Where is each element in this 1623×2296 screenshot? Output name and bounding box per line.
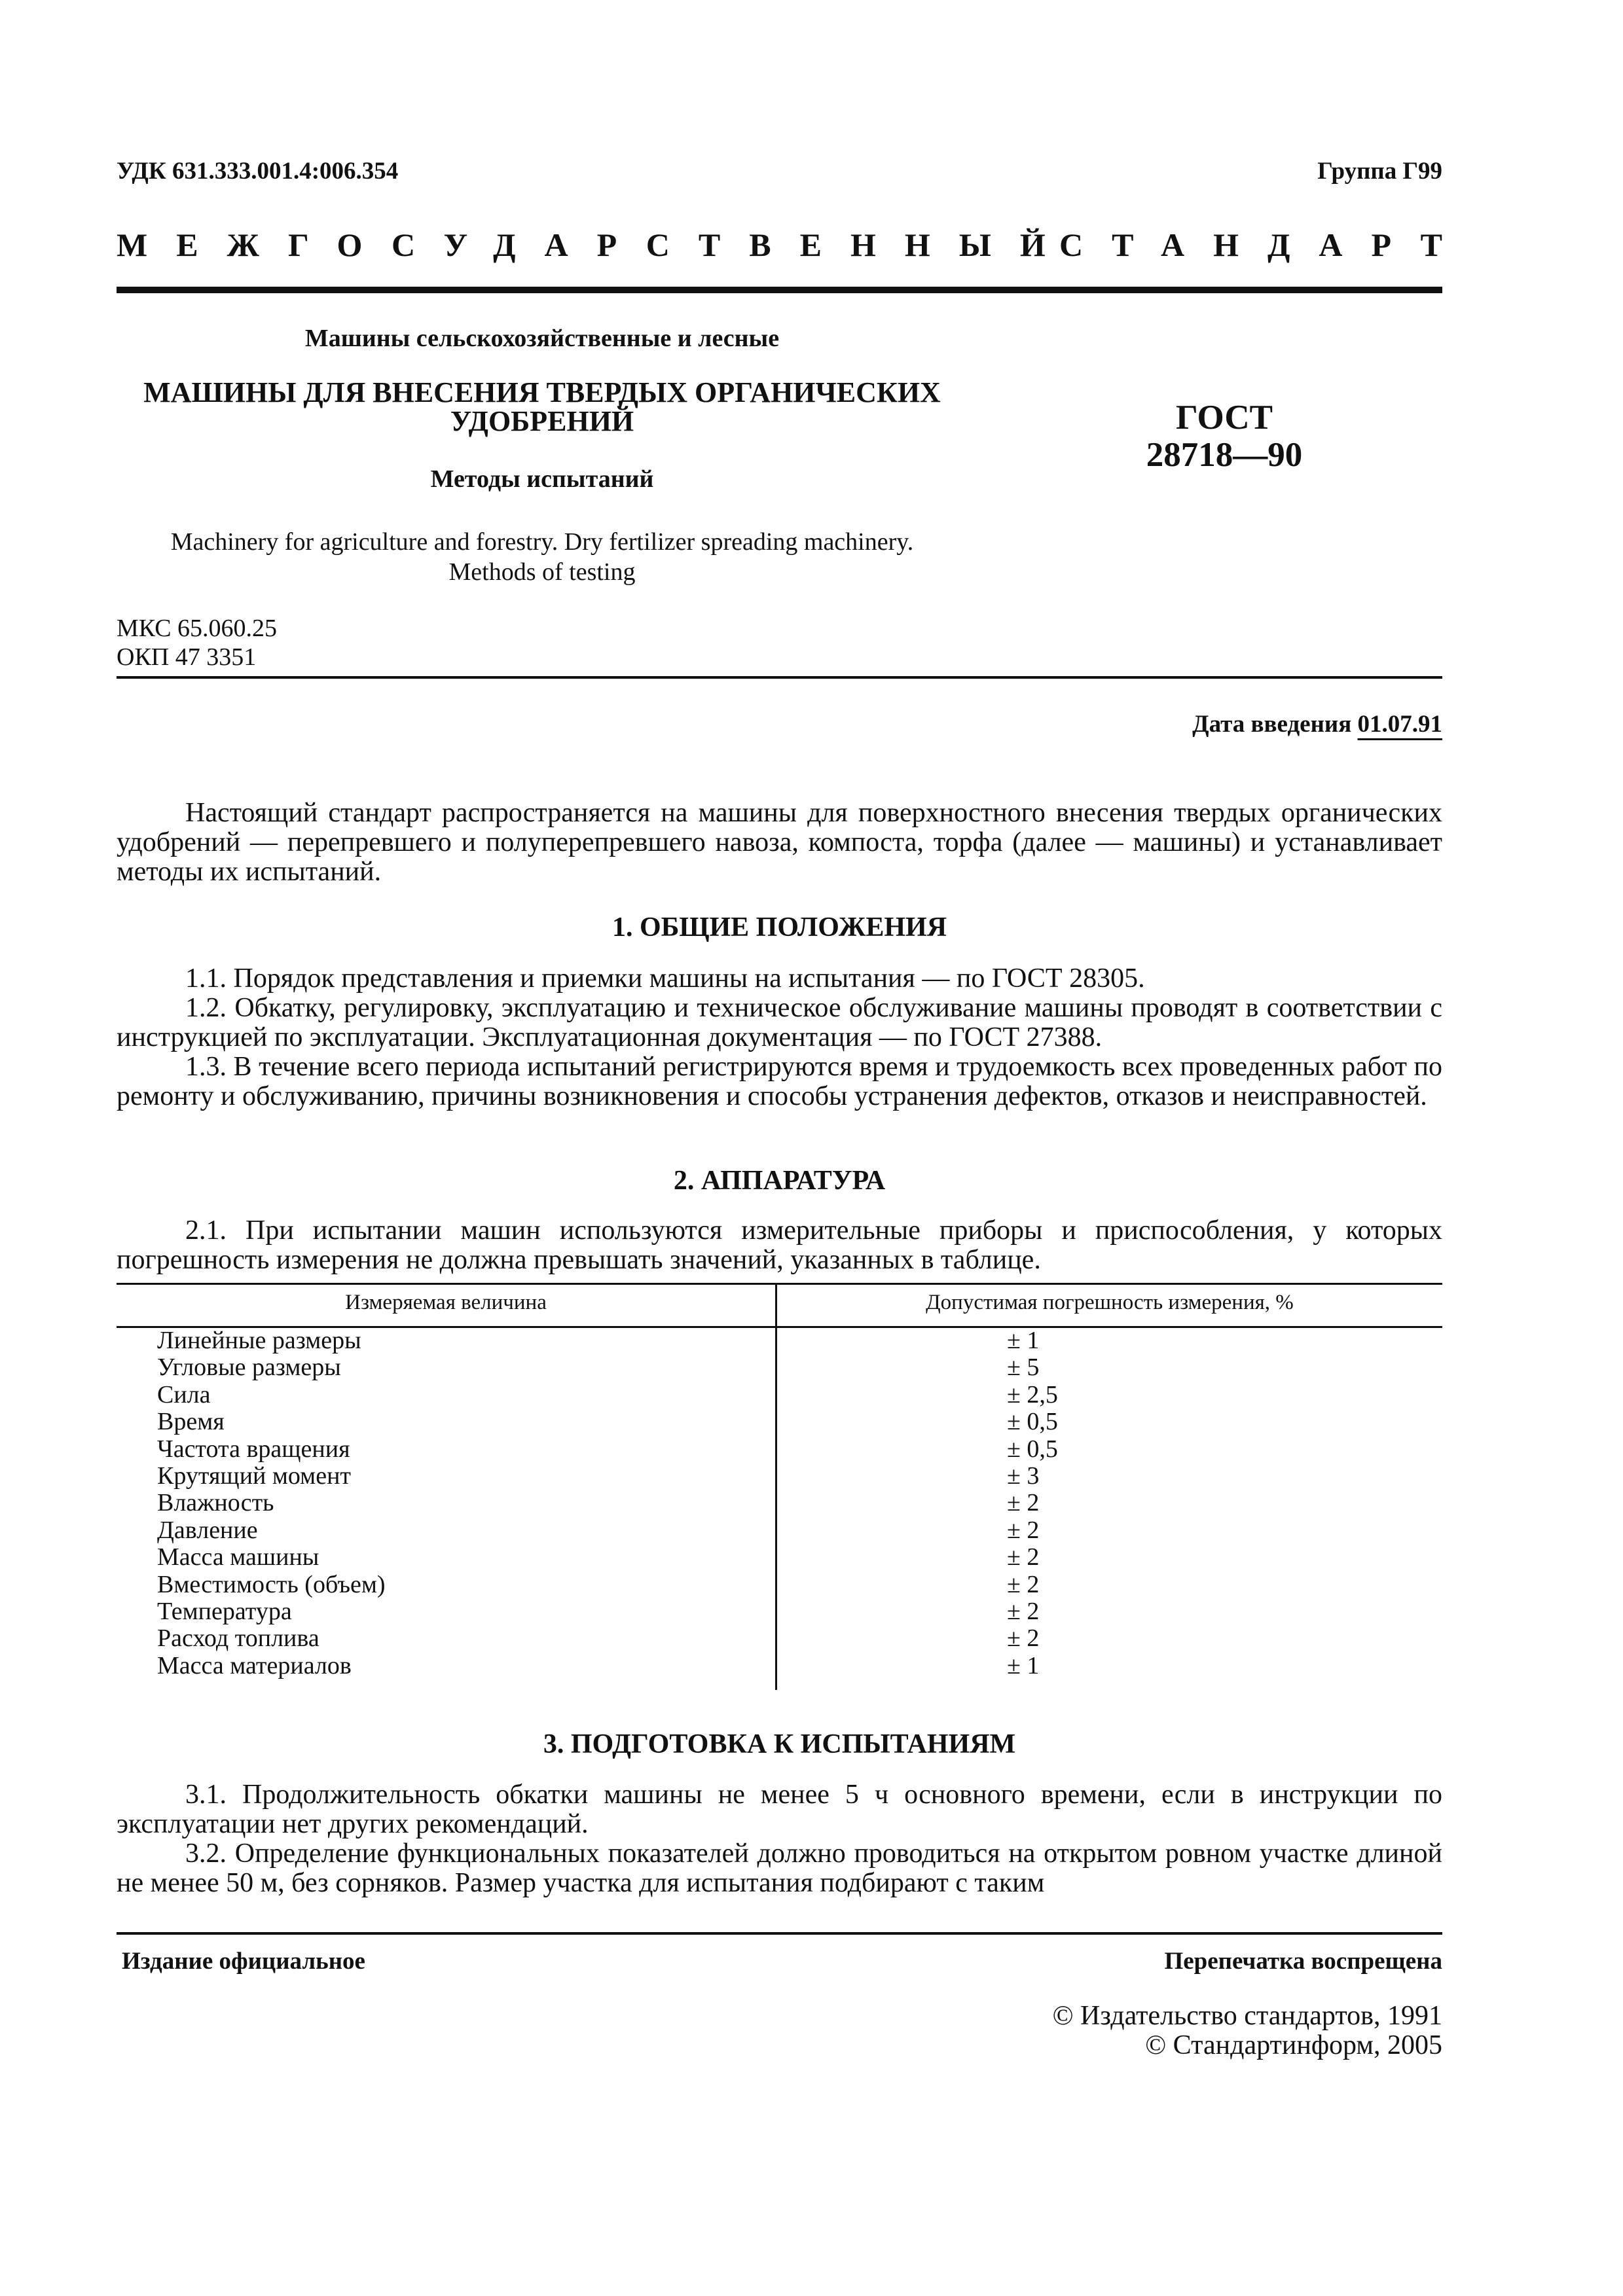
classification-codes xyxy=(117,614,277,672)
table-row-quantity: Угловые размеры xyxy=(157,1354,341,1382)
intro-date-value: 01.07.91 xyxy=(1357,711,1442,738)
table-top-rule xyxy=(117,1283,1442,1285)
header-rule xyxy=(117,676,1442,679)
table-row-quantity: Линейные размеры xyxy=(157,1327,361,1354)
table-header-tolerance: Допустимая погрешность измерения, % xyxy=(926,1291,1294,1314)
table-row-tolerance: ± 2 xyxy=(1007,1516,1040,1544)
english-title-line2: Methods of testing xyxy=(448,558,636,586)
document-title-line2: УДОБРЕНИЙ xyxy=(450,405,634,437)
gost-label: ГОСТ xyxy=(1176,399,1273,437)
reprint-prohibited-note: Перепечатка воспрещена xyxy=(1164,1948,1442,1975)
table-row-tolerance: ± 5 xyxy=(1007,1354,1040,1382)
gost-id: 28718—90 xyxy=(1146,436,1303,474)
table-row-quantity: Частота вращения xyxy=(157,1435,350,1463)
table-row-tolerance: ± 2 xyxy=(1007,1598,1040,1626)
copyright-line2: © Стандартинформ, 2005 xyxy=(1145,2030,1442,2060)
methods-subtitle: Методы испытаний xyxy=(430,465,654,493)
table-row-quantity: Крутящий момент xyxy=(157,1462,352,1490)
table-row-quantity: Сила xyxy=(157,1380,211,1408)
table-row-tolerance: ± 2 xyxy=(1007,1570,1040,1598)
document-title xyxy=(117,378,968,436)
table-column-divider xyxy=(775,1283,777,1690)
document-title-line1: МАШИНЫ ДЛЯ ВНЕСЕНИЯ ТВЕРДЫХ ОРГАНИЧЕСКИХ xyxy=(143,376,941,408)
banner-word-interstate: МЕЖГОСУДАРСТВЕННЫЙ xyxy=(117,226,1074,263)
okp-code: ОКП 47 3351 xyxy=(117,643,257,671)
table-row-quantity: Время xyxy=(157,1408,225,1436)
table-row-tolerance: ± 2 xyxy=(1007,1624,1040,1653)
section-3-heading: 3. ПОДГОТОВКА К ИСПЫТАНИЯМ xyxy=(543,1729,1016,1759)
table-row-tolerance: ± 2 xyxy=(1007,1489,1040,1517)
top-rule xyxy=(117,287,1442,293)
table-row-quantity: Влажность xyxy=(157,1489,274,1517)
table-row-quantity: Масса машины xyxy=(157,1543,319,1571)
table-tolerance-column xyxy=(1007,1327,1058,1679)
table-row-tolerance: ± 1 xyxy=(1007,1651,1040,1679)
paragraph-1-3: 1.3. В течение всего периода испытаний регистрируются время и трудоемкость всех проведенных работ по ремонту и обслуживанию, причины возникновения и способы устранения дефектов, отказов и неисправностей. xyxy=(117,1052,1442,1111)
table-quantity-column xyxy=(157,1327,386,1679)
table-row-quantity: Температура xyxy=(157,1598,292,1626)
paragraph-1-2: 1.2. Обкатку, регулировку, эксплуатацию и техническое обслуживание машины проводят в соответствии с инструкцией по эксплуатации. Эксплуатационная документация — по ГОСТ 27388. xyxy=(117,993,1442,1052)
english-title-line1: Machinery for agriculture and forestry. Dry fertilizer spreading machinery. xyxy=(170,528,914,556)
paragraph-3-2: 3.2. Определение функциональных показателей должно проводиться на открытом ровном участке длиной не менее 50 м, без сорняков. Размер участка для испытания подбирают с таким xyxy=(117,1839,1442,1898)
group-code: Группа Г99 xyxy=(1317,158,1442,185)
table-row-tolerance: ± 3 xyxy=(1007,1462,1040,1490)
intro-paragraph: Настоящий стандарт распространяется на машины для поверхностного внесения твердых органических удобрений — перепревшего и полуперепревшего навоза, компоста, торфа (далее — машины) и устанавливает методы их испытаний. xyxy=(117,798,1442,887)
copyright-block xyxy=(1053,2001,1442,2060)
table-row-quantity: Расход топлива xyxy=(157,1624,319,1653)
footer-rule xyxy=(117,1932,1442,1935)
mks-code: МКС 65.060.25 xyxy=(117,615,278,642)
gost-number xyxy=(1087,399,1362,474)
banner-word-standard: СТАНДАРТ xyxy=(1059,226,1471,263)
english-title xyxy=(117,527,968,587)
tolerance-table xyxy=(117,1283,1442,1690)
standard-banner xyxy=(117,226,1471,265)
official-edition-note: Издание официальное xyxy=(122,1948,365,1975)
section-2-heading: 2. АППАРАТУРА xyxy=(673,1166,886,1196)
table-row-quantity: Масса материалов xyxy=(157,1651,352,1679)
table-row-tolerance: ± 2,5 xyxy=(1007,1380,1058,1408)
paragraph-1-1: 1.1. Порядок представления и приемки машины на испытания — по ГОСТ 28305. xyxy=(185,963,1145,994)
table-row-quantity: Давление xyxy=(157,1516,258,1544)
paragraph-3-1: 3.1. Продолжительность обкатки машины не менее 5 ч основного времени, если в инструкции по эксплуатации нет других рекомендаций. xyxy=(117,1780,1442,1839)
copyright-line1: © Издательство стандартов, 1991 xyxy=(1052,2001,1442,2031)
table-row-tolerance: ± 2 xyxy=(1007,1543,1040,1571)
table-row-tolerance: ± 0,5 xyxy=(1007,1408,1058,1436)
table-header-quantity: Измеряемая величина xyxy=(345,1291,547,1314)
intro-date xyxy=(1192,710,1442,738)
udk-code: УДК 631.333.001.4:006.354 xyxy=(117,158,399,185)
paragraph-2-1: 2.1. При испытании машин используются измерительные приборы и приспособления, у которых погрешность измерения не должна превышать значений, указанных в таблице. xyxy=(117,1215,1442,1275)
table-row-tolerance: ± 0,5 xyxy=(1007,1435,1058,1463)
subject-heading: Машины сельскохозяйственные и лесные xyxy=(304,325,780,352)
section-1-heading: 1. ОБЩИЕ ПОЛОЖЕНИЯ xyxy=(611,912,947,942)
table-row-quantity: Вместимость (объем) xyxy=(157,1570,386,1598)
intro-date-label: Дата введения xyxy=(1192,711,1352,738)
table-row-tolerance: ± 1 xyxy=(1007,1327,1040,1354)
